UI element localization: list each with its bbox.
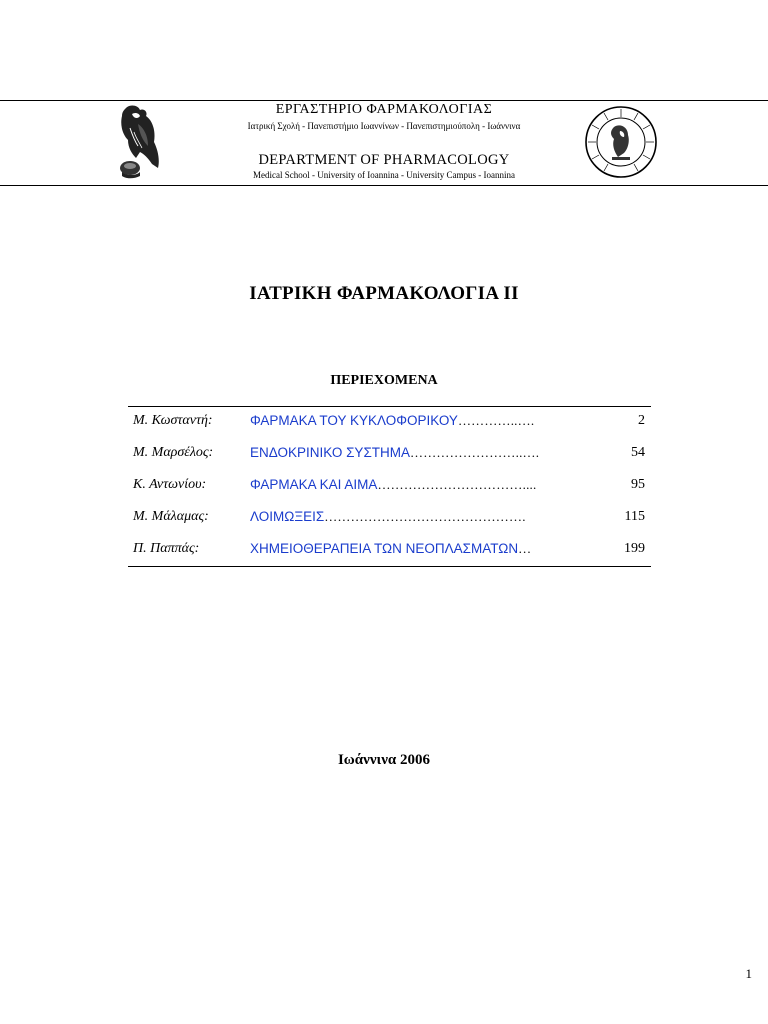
toc-chapter-link[interactable]: ΧΗΜΕΙΟΘΕΡΑΠΕΙΑ ΤΩΝ ΝΕΟΠΛΑΣΜΑΤΩΝ… [250, 541, 532, 556]
toc-author: Μ. Κωσταντή: [133, 413, 213, 428]
toc-row[interactable] [133, 509, 645, 529]
header-bottom-rule [0, 185, 768, 186]
toc-bottom-rule [128, 566, 651, 567]
toc-chapter-link[interactable]: ΦΑΡΜΑΚΑ ΚΑΙ ΑΙΜΑ…………………………….... [250, 477, 537, 492]
toc-chapter-link[interactable]: ΦΑΡΜΑΚΑ ΤΟΥ ΚΥΚΛΟΦΟΡΙΚΟΥ…………..…. [250, 413, 535, 428]
toc-row[interactable] [133, 445, 645, 465]
toc-chapter-link[interactable]: ΕΝΔΟΚΡΙΝΙΚΟ ΣΥΣΤΗΜΑ……………………..…. [250, 445, 540, 460]
toc-author: Μ. Μάλαμας: [133, 509, 209, 524]
toc-page-number: 115 [624, 509, 645, 524]
header-english-subtitle: Medical School - University of Ioannina - University Campus - Ioannina [253, 170, 515, 180]
place-year: Ιωάννινα 2006 [337, 752, 431, 768]
toc-page-number: 2 [638, 413, 645, 428]
university-seal-icon [584, 105, 658, 179]
toc-page-number: 95 [631, 477, 645, 492]
toc-author: Π. Παππάς: [133, 541, 200, 556]
toc-row[interactable] [133, 541, 645, 561]
toc-page-number: 54 [631, 445, 645, 460]
header-greek-title: ΕΡΓΑΣΤΗΡΙΟ ΦΑΡΜΑΚΟΛΟΓΙΑΣ [275, 102, 493, 117]
document-title: ΙΑΤΡΙΚΗ ΦΑΡΜΑΚΟΛΟΓΙΑ ΙΙ [249, 283, 519, 304]
toc-chapter-link[interactable]: ΛΟΙΜΩΞΕΙΣ………………………………………. [250, 509, 526, 524]
toc-top-rule [128, 406, 651, 407]
header-top-rule [0, 100, 768, 101]
toc-row[interactable] [133, 477, 645, 497]
toc-heading: ΠΕΡΙΕΧΟΜΕΝΑ [330, 373, 438, 388]
toc-page-number: 199 [624, 541, 645, 556]
header-greek-subtitle: Ιατρική Σχολή - Πανεπιστήμιο Ιωαννίνων - Πανεπιστημιούπολη - Ιωάννινα [247, 121, 521, 131]
header-english-title: DEPARTMENT OF PHARMACOLOGY [258, 152, 510, 168]
toc-author: Μ. Μαρσέλος: [133, 445, 214, 460]
toc-author: Κ. Αντωνίου: [133, 477, 207, 492]
owl-emblem-icon [108, 102, 166, 180]
page-number: 1 [745, 966, 752, 981]
toc-row[interactable] [133, 413, 645, 433]
